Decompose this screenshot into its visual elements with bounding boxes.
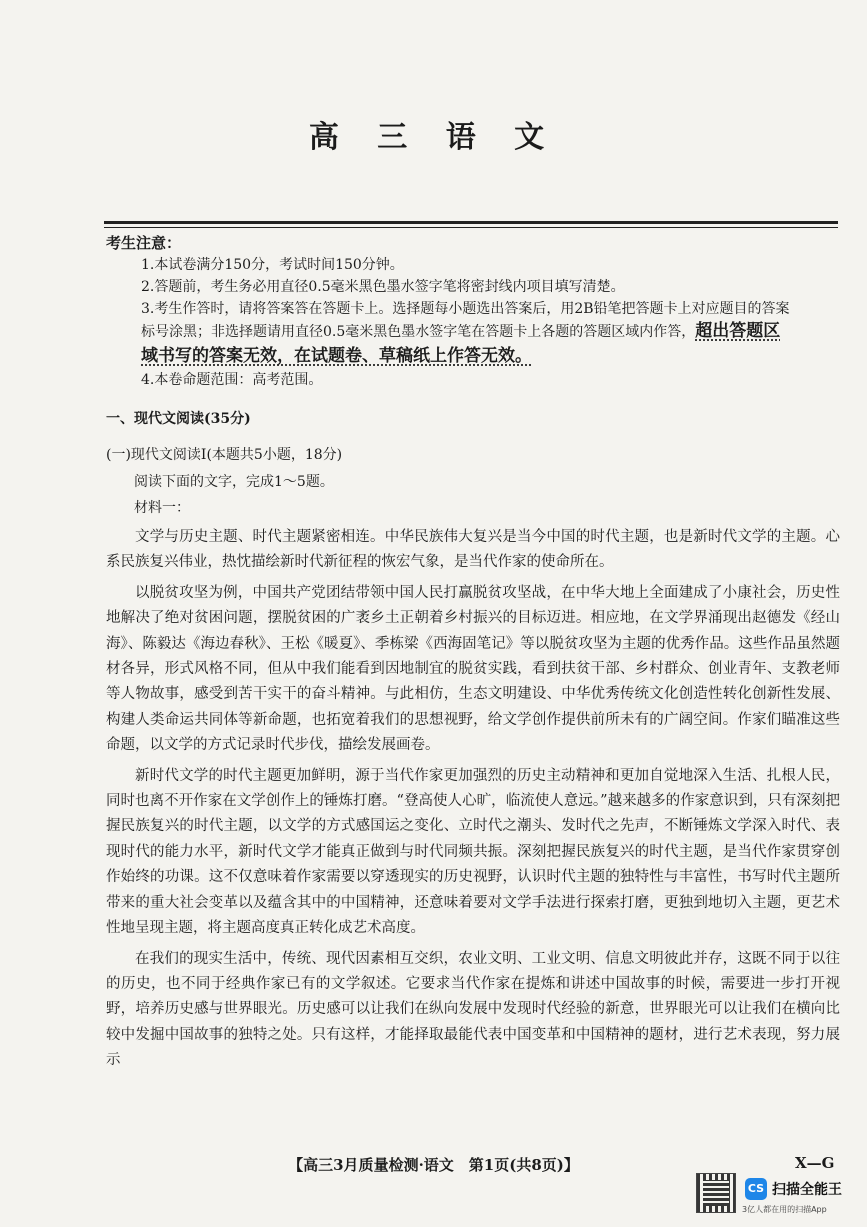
scanner-app-name: 扫描全能王 xyxy=(772,1182,842,1198)
notice-item-3: 3.考生作答时，请将答案答在答题卡上。选择题每小题选出答案后，用2B铅笔把答题卡上对应题目的答案 xyxy=(141,301,790,317)
passage-paragraph-1: 文学与历史主题、时代主题紧密相连。中华民族伟大复兴是当今中国的时代主题，也是新时代文学的主题。心系民族复兴伟业，热忱描绘新时代新征程的恢宏气象，是当代作家的使命所在。 xyxy=(106,529,840,571)
notice-item-3-line2: 标号涂黑；非选择题请用直径0.5毫米黑色墨水签字笔在答题卡上各题的答题区域内作答， xyxy=(141,324,696,340)
passage-paragraph-2: 以脱贫攻坚为例，中国共产党团结带领中国人民打赢脱贫攻坚战，在中华大地上全面建成了小康社会，历史性地解决了绝对贫困问题，摆脱贫困的广袤乡土正朝着乡村振兴的目标迈进。相应地，在文学界涌现出赵德发《经山海》、陈毅达《海边春秋》、王松《暖夏》、季栋梁《西海固笔记》等以脱贫攻坚为主题的优秀作品。这些作品虽然题材各异，形式风格不同，但从中我们能看到因地制宜的脱贫实践，看到扶贫干部、乡村群众、创业青年、支教老师等人物故事，感受到苦干实干的奋斗精神。与此相仿，生态文明建设、中华优秀传统文化创造性转化创新性发展、构建人类命运共同体等新命题，也拓宽着我们的思想视野，给文学创作提供前所未有的广阔空间。作家们瞄准这些命题，以文学的方式记录时代步伐，描绘发展画卷。 xyxy=(106,584,840,754)
passage-paragraph-4: 在我们的现实生活中，传统、现代因素相互交织，农业文明、工业文明、信息文明彼此并存，这既不同于以往的历史，也不同于经典作家已有的文学叙述。它要求当代作家在提炼和讲述中国故事的时候，需要进一步打开视野，培养历史感与世界眼光。历史感可以让我们在纵向发展中发现时代经验的新意，世界眼光可以让我们在横向比较中发掘中国故事的独特之处。只有这样，才能择取最能代表中国变革和中国精神的题材，进行艺术表现，努力展示 xyxy=(106,950,840,1069)
notice-box xyxy=(106,232,840,391)
notice-item-3-cont xyxy=(106,320,840,343)
passage xyxy=(106,525,840,1074)
notice-emphasis-1: 超出答题区 xyxy=(695,321,781,341)
material-label: 材料一： xyxy=(134,500,190,516)
paper-code: X—G xyxy=(795,1154,835,1172)
reading-instruction: 阅读下面的文字，完成1～5题。 xyxy=(134,474,334,490)
camscanner-logo-icon: CS xyxy=(745,1178,767,1200)
notice-item-4: 4.本卷命题范围：高考范围。 xyxy=(141,372,323,388)
notice-item-2: 2.答题前，考生务必用直径0.5毫米黑色墨水签字笔将密封线内项目填写清楚。 xyxy=(141,279,625,295)
notice-item-1: 1.本试卷满分150分，考试时间150分钟。 xyxy=(141,257,404,273)
subsection-heading: (一)现代文阅读Ⅰ(本题共5小题，18分) xyxy=(106,447,343,463)
passage-paragraph-3: 新时代文学的时代主题更加鲜明，源于当代作家更加强烈的历史主动精神和更加自觉地深入生活、扎根人民，同时也离不开作家在文学创作上的锤炼打磨。“登高使人心旷，临流使人意远。”越来越多的作家意识到，只有深刻把握民族复兴的时代主题，以文学的方式感国运之变化、立时代之潮头、发时代之先声，不断锤炼文学深入时代、表现时代的能力水平，新时代文学才能真正做到与时代同频共振。深刻把握民族复兴的时代主题，是当代作家贯穿创作始终的功课。这不仅意味着作家需要以穿透现实的历史视野，认识时代主题的独特性与丰富性，书写时代主题所带来的重大社会变革以及蕴含其中的中国精神，还意味着要对文学手法进行探索打磨，更独到地切入主题，更艺术性地呈现主题，将主题高度真正转化成艺术高度。 xyxy=(106,767,840,937)
page-title: 高 三 语 文 xyxy=(308,120,559,155)
section-title xyxy=(106,408,840,428)
qr-code-icon xyxy=(696,1173,736,1213)
notice-heading: 考生注意： xyxy=(106,234,182,252)
subsection-title xyxy=(106,444,840,464)
header-rule-thick xyxy=(104,221,838,224)
notice-emphasis-2: 域书写的答案无效，在试题卷、草稿纸上作答无效。 xyxy=(141,346,532,366)
scanner-tagline: 3亿人都在用的扫描App xyxy=(742,1205,827,1214)
header-rule-thin xyxy=(104,227,838,228)
section-heading: 一、现代文阅读(35分) xyxy=(106,411,251,427)
page-footer: 【高三3月质量检测·语文 第1页(共8页)】 xyxy=(288,1156,579,1174)
notice-item-3-emphasis xyxy=(106,343,840,369)
